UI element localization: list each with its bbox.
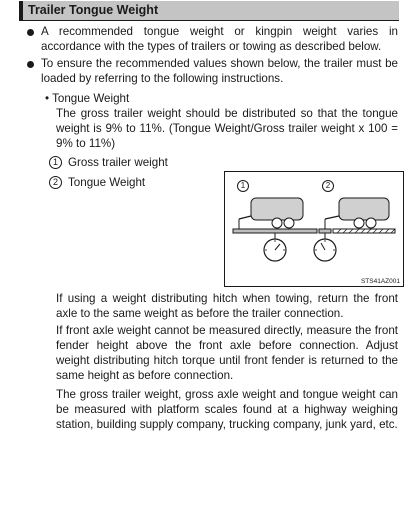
header-rule bbox=[19, 20, 399, 21]
left-trailer-diagram bbox=[233, 198, 317, 261]
section-header bbox=[19, 1, 399, 20]
item-tongue-weight bbox=[49, 175, 145, 190]
illustration-svg bbox=[225, 172, 403, 286]
trailer-tongue-icon bbox=[325, 216, 339, 219]
bullet-icon bbox=[27, 29, 34, 36]
tongue-scale-icon bbox=[319, 229, 331, 233]
tongue-weight-label: • Tongue Weight bbox=[45, 92, 130, 105]
illustration-code: STS41AZ001 bbox=[360, 278, 400, 285]
wheel-icon bbox=[272, 218, 282, 228]
item-label: Tongue Weight bbox=[68, 176, 146, 189]
item-label: Gross trailer weight bbox=[68, 156, 168, 169]
bullet-text-2: To ensure the recommended values shown below, the trailer must be loaded by referring to the following instructions. bbox=[41, 57, 398, 85]
item-number-circle: 1 bbox=[49, 156, 62, 169]
bullet-text-1: A recommended tongue weight or kingpin weight varies in accordance with the types of trailers or towing as described below. bbox=[41, 25, 398, 53]
wheel-icon bbox=[354, 218, 364, 228]
bullet-icon bbox=[27, 61, 34, 68]
section-title: Trailer Tongue Weight bbox=[28, 3, 159, 17]
trailer-tongue-icon bbox=[239, 216, 251, 219]
wheel-icon bbox=[284, 218, 294, 228]
trailer-body-icon bbox=[251, 198, 303, 220]
illustration-label-1: 1 bbox=[237, 180, 249, 192]
illustration-label-2: 2 bbox=[322, 180, 334, 192]
scale-platform-icon bbox=[233, 229, 317, 233]
paragraph-weight-distributing-hitch: If using a weight distributing hitch when towing, return the front axle to the same weight as before the trailer connection. bbox=[56, 292, 398, 320]
item-gross-trailer-weight bbox=[49, 155, 168, 170]
trailer-scale-illustration bbox=[224, 171, 404, 287]
trailer-body-icon bbox=[339, 198, 389, 220]
item-number-circle: 2 bbox=[49, 176, 62, 189]
right-trailer-diagram bbox=[314, 198, 395, 261]
paragraph-platform-scales: The gross trailer weight, gross axle weight and tongue weight can be measured with platform scales found at a highway weighing station, building supply company, trucking company, junk yard, etc. bbox=[56, 388, 398, 431]
wheel-icon bbox=[366, 218, 376, 228]
tongue-weight-text: The gross trailer weight should be distributed so that the tongue weight is 9% to 11%. (Tongue Weight/Gross trailer weight x 100 = 9% to 11%) bbox=[56, 107, 398, 150]
paragraph-front-axle-measure: If front axle weight cannot be measured directly, measure the front fender height above the front axle before connection. Adjust weight distributing hitch torque until front fender is returned to the same height as before connection. bbox=[56, 324, 398, 382]
